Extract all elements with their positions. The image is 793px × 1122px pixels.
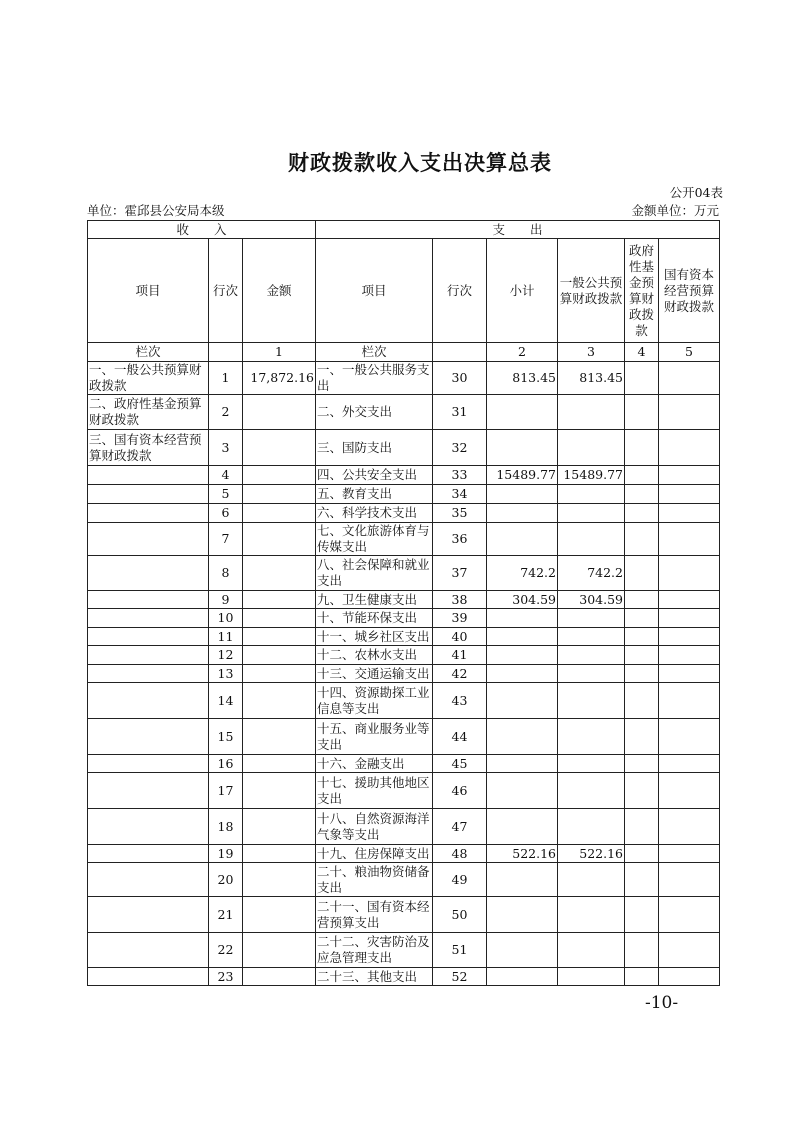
cell-subtotal: 15489.77 — [487, 466, 558, 485]
table-row — [88, 646, 720, 665]
cell-state-capital — [659, 773, 720, 809]
cell-general-budget — [558, 430, 625, 466]
table-row — [88, 523, 720, 556]
cell-general-budget — [558, 968, 625, 986]
cell-subtotal: 522.16 — [487, 845, 558, 863]
cell-subtotal — [487, 933, 558, 968]
cell-income-item — [88, 504, 209, 523]
cell-subtotal — [487, 628, 558, 646]
cell-subtotal: 813.45 — [487, 362, 558, 395]
cell-income-item — [88, 719, 209, 755]
cell-expense-item: 十七、援助其他地区支出 — [316, 773, 433, 809]
cell-expense-line: 45 — [433, 755, 487, 773]
table-row — [88, 683, 720, 719]
unit-label: 单位：霍邱县公安局本级 — [87, 203, 225, 218]
cell-income-line: 4 — [209, 466, 243, 485]
cell-expense-item: 十四、资源勘探工业信息等支出 — [316, 683, 433, 719]
cell-subtotal — [487, 504, 558, 523]
cell-expense-item: 一、一般公共服务支出 — [316, 362, 433, 395]
cell-gov-fund — [625, 485, 659, 504]
cell-income-item — [88, 968, 209, 986]
cell-subtotal — [487, 609, 558, 628]
cell-expense-item: 八、社会保障和就业支出 — [316, 556, 433, 591]
table-row — [88, 968, 720, 986]
cell-income-line: 6 — [209, 504, 243, 523]
cell-income-amount — [243, 933, 316, 968]
cell-expense-line: 37 — [433, 556, 487, 591]
cell-state-capital — [659, 933, 720, 968]
cell-income-line: 14 — [209, 683, 243, 719]
cell-general-budget — [558, 719, 625, 755]
cell-gov-fund — [625, 362, 659, 395]
cell-expense-item: 十二、农林水支出 — [316, 646, 433, 665]
cell-state-capital — [659, 362, 720, 395]
cell-expense-line: 33 — [433, 466, 487, 485]
cell-subtotal — [487, 719, 558, 755]
money-unit-label: 金额单位：万元 — [631, 203, 719, 218]
cell-income-item — [88, 523, 209, 556]
cell-income-amount — [243, 556, 316, 591]
cell-income-amount — [243, 755, 316, 773]
cell-gov-fund — [625, 809, 659, 845]
cell-expense-line: 36 — [433, 523, 487, 556]
page-title: 财政拨款收入支出决算总表 — [288, 150, 552, 175]
cell-state-capital — [659, 395, 720, 430]
cell-income-item — [88, 863, 209, 897]
table-row — [88, 466, 720, 485]
cell-state-capital — [659, 863, 720, 897]
col-header-general-budget: 一般公共预算财政拨款 — [558, 239, 625, 343]
cell-expense-line: 35 — [433, 504, 487, 523]
cell-gov-fund — [625, 628, 659, 646]
cell-income-line: 7 — [209, 523, 243, 556]
cell-expense-item: 四、公共安全支出 — [316, 466, 433, 485]
col-header-income-line: 行次 — [209, 239, 243, 343]
cell-state-capital — [659, 609, 720, 628]
table-row — [88, 863, 720, 897]
cell-gov-fund — [625, 466, 659, 485]
col-header-state-capital: 国有资本经营预算财政拨款 — [659, 239, 720, 343]
cell-income-amount — [243, 591, 316, 609]
cell-gov-fund — [625, 897, 659, 933]
cell-gov-fund — [625, 665, 659, 683]
cell-general-budget: 304.59 — [558, 591, 625, 609]
cell-expense-line: 43 — [433, 683, 487, 719]
cell-gov-fund — [625, 591, 659, 609]
cell-state-capital — [659, 968, 720, 986]
cell-income-item: 一、一般公共预算财政拨款 — [88, 362, 209, 395]
cell-expense-item: 二十二、灾害防治及应急管理支出 — [316, 933, 433, 968]
table-row — [88, 485, 720, 504]
cell-gov-fund — [625, 773, 659, 809]
cell-income-amount — [243, 430, 316, 466]
cell-expense-item: 七、文化旅游体育与传媒支出 — [316, 523, 433, 556]
cell-general-budget — [558, 755, 625, 773]
form-code: 公开04表 — [669, 185, 723, 200]
cell-gov-fund — [625, 504, 659, 523]
col-index-income-item: 栏次 — [88, 343, 209, 362]
table-row — [88, 773, 720, 809]
cell-expense-item: 十五、商业服务业等支出 — [316, 719, 433, 755]
cell-expense-item: 十、节能环保支出 — [316, 609, 433, 628]
col-index-subtotal: 2 — [487, 343, 558, 362]
col-header-gov-fund: 政府性基金预算财政拨款 — [625, 239, 659, 343]
cell-subtotal — [487, 683, 558, 719]
cell-income-line: 5 — [209, 485, 243, 504]
cell-subtotal — [487, 523, 558, 556]
col-index-gov-fund: 4 — [625, 343, 659, 362]
cell-income-item: 二、政府性基金预算财政拨款 — [88, 395, 209, 430]
cell-income-item — [88, 897, 209, 933]
cell-income-amount — [243, 809, 316, 845]
cell-income-item — [88, 466, 209, 485]
cell-income-amount — [243, 609, 316, 628]
cell-subtotal — [487, 968, 558, 986]
cell-subtotal — [487, 395, 558, 430]
cell-expense-line: 41 — [433, 646, 487, 665]
cell-state-capital — [659, 646, 720, 665]
table-row — [88, 628, 720, 646]
cell-general-budget: 742.2 — [558, 556, 625, 591]
cell-expense-item: 五、教育支出 — [316, 485, 433, 504]
cell-gov-fund — [625, 556, 659, 591]
cell-income-amount — [243, 395, 316, 430]
cell-state-capital — [659, 430, 720, 466]
cell-expense-line: 38 — [433, 591, 487, 609]
cell-income-item — [88, 591, 209, 609]
cell-income-amount — [243, 646, 316, 665]
cell-expense-line: 49 — [433, 863, 487, 897]
cell-expense-item: 九、卫生健康支出 — [316, 591, 433, 609]
cell-expense-item: 十一、城乡社区支出 — [316, 628, 433, 646]
cell-gov-fund — [625, 395, 659, 430]
cell-income-line: 13 — [209, 665, 243, 683]
col-header-income-item: 项目 — [88, 239, 209, 343]
cell-income-item: 三、国有资本经营预算财政拨款 — [88, 430, 209, 466]
table-row — [88, 395, 720, 430]
cell-state-capital — [659, 755, 720, 773]
cell-subtotal — [487, 755, 558, 773]
cell-state-capital — [659, 719, 720, 755]
cell-income-line: 20 — [209, 863, 243, 897]
cell-state-capital — [659, 485, 720, 504]
cell-subtotal — [487, 863, 558, 897]
cell-income-amount — [243, 665, 316, 683]
cell-income-line: 21 — [209, 897, 243, 933]
cell-expense-line: 48 — [433, 845, 487, 863]
cell-income-amount — [243, 897, 316, 933]
cell-gov-fund — [625, 933, 659, 968]
cell-expense-line: 32 — [433, 430, 487, 466]
cell-state-capital — [659, 591, 720, 609]
cell-gov-fund — [625, 646, 659, 665]
cell-income-line: 18 — [209, 809, 243, 845]
cell-subtotal: 742.2 — [487, 556, 558, 591]
table-row — [88, 430, 720, 466]
cell-expense-line: 50 — [433, 897, 487, 933]
cell-income-line: 2 — [209, 395, 243, 430]
cell-income-amount — [243, 863, 316, 897]
cell-income-item — [88, 933, 209, 968]
cell-general-budget — [558, 395, 625, 430]
cell-gov-fund — [625, 683, 659, 719]
cell-general-budget — [558, 863, 625, 897]
cell-gov-fund — [625, 863, 659, 897]
cell-income-line: 3 — [209, 430, 243, 466]
cell-expense-line: 47 — [433, 809, 487, 845]
cell-subtotal — [487, 485, 558, 504]
cell-general-budget — [558, 523, 625, 556]
cell-income-line: 8 — [209, 556, 243, 591]
cell-state-capital — [659, 556, 720, 591]
cell-state-capital — [659, 466, 720, 485]
cell-income-amount: 17,872.16 — [243, 362, 316, 395]
cell-expense-item: 十六、金融支出 — [316, 755, 433, 773]
cell-general-budget — [558, 504, 625, 523]
cell-expense-item: 十八、自然资源海洋气象等支出 — [316, 809, 433, 845]
cell-state-capital — [659, 665, 720, 683]
col-index-expense-item: 栏次 — [316, 343, 433, 362]
col-index-expense-line — [433, 343, 487, 362]
cell-general-budget — [558, 933, 625, 968]
cell-income-line: 12 — [209, 646, 243, 665]
cell-subtotal — [487, 646, 558, 665]
page-number: -10- — [645, 993, 679, 1013]
cell-general-budget — [558, 609, 625, 628]
cell-gov-fund — [625, 755, 659, 773]
cell-state-capital — [659, 809, 720, 845]
cell-income-amount — [243, 773, 316, 809]
cell-income-item — [88, 628, 209, 646]
cell-subtotal: 304.59 — [487, 591, 558, 609]
table-row — [88, 719, 720, 755]
cell-gov-fund — [625, 845, 659, 863]
cell-income-item — [88, 646, 209, 665]
cell-expense-line: 40 — [433, 628, 487, 646]
cell-general-budget — [558, 773, 625, 809]
cell-income-amount — [243, 968, 316, 986]
cell-expense-item: 二、外交支出 — [316, 395, 433, 430]
cell-general-budget — [558, 665, 625, 683]
cell-state-capital — [659, 683, 720, 719]
cell-state-capital — [659, 523, 720, 556]
cell-income-line: 10 — [209, 609, 243, 628]
cell-expense-line: 52 — [433, 968, 487, 986]
cell-income-item — [88, 809, 209, 845]
cell-expense-line: 42 — [433, 665, 487, 683]
cell-general-budget — [558, 683, 625, 719]
col-header-expense-item: 项目 — [316, 239, 433, 343]
table-row — [88, 591, 720, 609]
expense-header: 支 出 — [316, 221, 720, 239]
table-row — [88, 362, 720, 395]
cell-income-line: 11 — [209, 628, 243, 646]
cell-income-item — [88, 665, 209, 683]
cell-income-item — [88, 755, 209, 773]
table-row — [88, 556, 720, 591]
cell-expense-line: 44 — [433, 719, 487, 755]
cell-income-item — [88, 683, 209, 719]
cell-income-amount — [243, 466, 316, 485]
table-row — [88, 665, 720, 683]
table-row — [88, 504, 720, 523]
income-header: 收 入 — [88, 221, 316, 239]
cell-state-capital — [659, 845, 720, 863]
cell-state-capital — [659, 897, 720, 933]
col-index-state-capital: 5 — [659, 343, 720, 362]
cell-income-amount — [243, 719, 316, 755]
cell-income-amount — [243, 523, 316, 556]
cell-state-capital — [659, 504, 720, 523]
cell-gov-fund — [625, 719, 659, 755]
cell-expense-line: 31 — [433, 395, 487, 430]
cell-income-line: 15 — [209, 719, 243, 755]
table-row — [88, 809, 720, 845]
cell-income-line: 17 — [209, 773, 243, 809]
col-header-subtotal: 小计 — [487, 239, 558, 343]
cell-income-amount — [243, 504, 316, 523]
col-index-income-line — [209, 343, 243, 362]
cell-income-item — [88, 845, 209, 863]
cell-expense-item: 十九、住房保障支出 — [316, 845, 433, 863]
cell-gov-fund — [625, 523, 659, 556]
cell-subtotal — [487, 897, 558, 933]
cell-income-line: 9 — [209, 591, 243, 609]
cell-income-amount — [243, 485, 316, 504]
cell-expense-line: 39 — [433, 609, 487, 628]
cell-expense-item: 二十三、其他支出 — [316, 968, 433, 986]
cell-gov-fund — [625, 968, 659, 986]
cell-income-amount — [243, 628, 316, 646]
cell-gov-fund — [625, 430, 659, 466]
cell-income-item — [88, 556, 209, 591]
cell-general-budget — [558, 646, 625, 665]
cell-subtotal — [487, 773, 558, 809]
table-row — [88, 609, 720, 628]
cell-income-line: 1 — [209, 362, 243, 395]
cell-income-item — [88, 609, 209, 628]
cell-income-amount — [243, 845, 316, 863]
cell-general-budget — [558, 897, 625, 933]
cell-subtotal — [487, 665, 558, 683]
col-index-general-budget: 3 — [558, 343, 625, 362]
cell-income-line: 16 — [209, 755, 243, 773]
cell-expense-line: 51 — [433, 933, 487, 968]
col-index-income-amount: 1 — [243, 343, 316, 362]
cell-expense-item: 三、国防支出 — [316, 430, 433, 466]
cell-expense-item: 十三、交通运输支出 — [316, 665, 433, 683]
table-row — [88, 933, 720, 968]
cell-expense-item: 二十一、国有资本经营预算支出 — [316, 897, 433, 933]
cell-expense-item: 二十、粮油物资储备支出 — [316, 863, 433, 897]
cell-income-line: 22 — [209, 933, 243, 968]
cell-expense-line: 30 — [433, 362, 487, 395]
cell-general-budget: 813.45 — [558, 362, 625, 395]
table-row — [88, 897, 720, 933]
cell-expense-item: 六、科学技术支出 — [316, 504, 433, 523]
cell-income-amount — [243, 683, 316, 719]
col-header-income-amount: 金额 — [243, 239, 316, 343]
cell-general-budget — [558, 485, 625, 504]
cell-gov-fund — [625, 609, 659, 628]
budget-table — [87, 220, 720, 986]
table-row — [88, 755, 720, 773]
cell-expense-line: 34 — [433, 485, 487, 504]
table-row — [88, 845, 720, 863]
cell-subtotal — [487, 430, 558, 466]
cell-income-line: 23 — [209, 968, 243, 986]
cell-general-budget — [558, 628, 625, 646]
cell-general-budget: 522.16 — [558, 845, 625, 863]
cell-subtotal — [487, 809, 558, 845]
cell-state-capital — [659, 628, 720, 646]
cell-general-budget — [558, 809, 625, 845]
cell-expense-line: 46 — [433, 773, 487, 809]
cell-income-item — [88, 773, 209, 809]
cell-income-item — [88, 485, 209, 504]
cell-general-budget: 15489.77 — [558, 466, 625, 485]
col-header-expense-line: 行次 — [433, 239, 487, 343]
cell-income-line: 19 — [209, 845, 243, 863]
